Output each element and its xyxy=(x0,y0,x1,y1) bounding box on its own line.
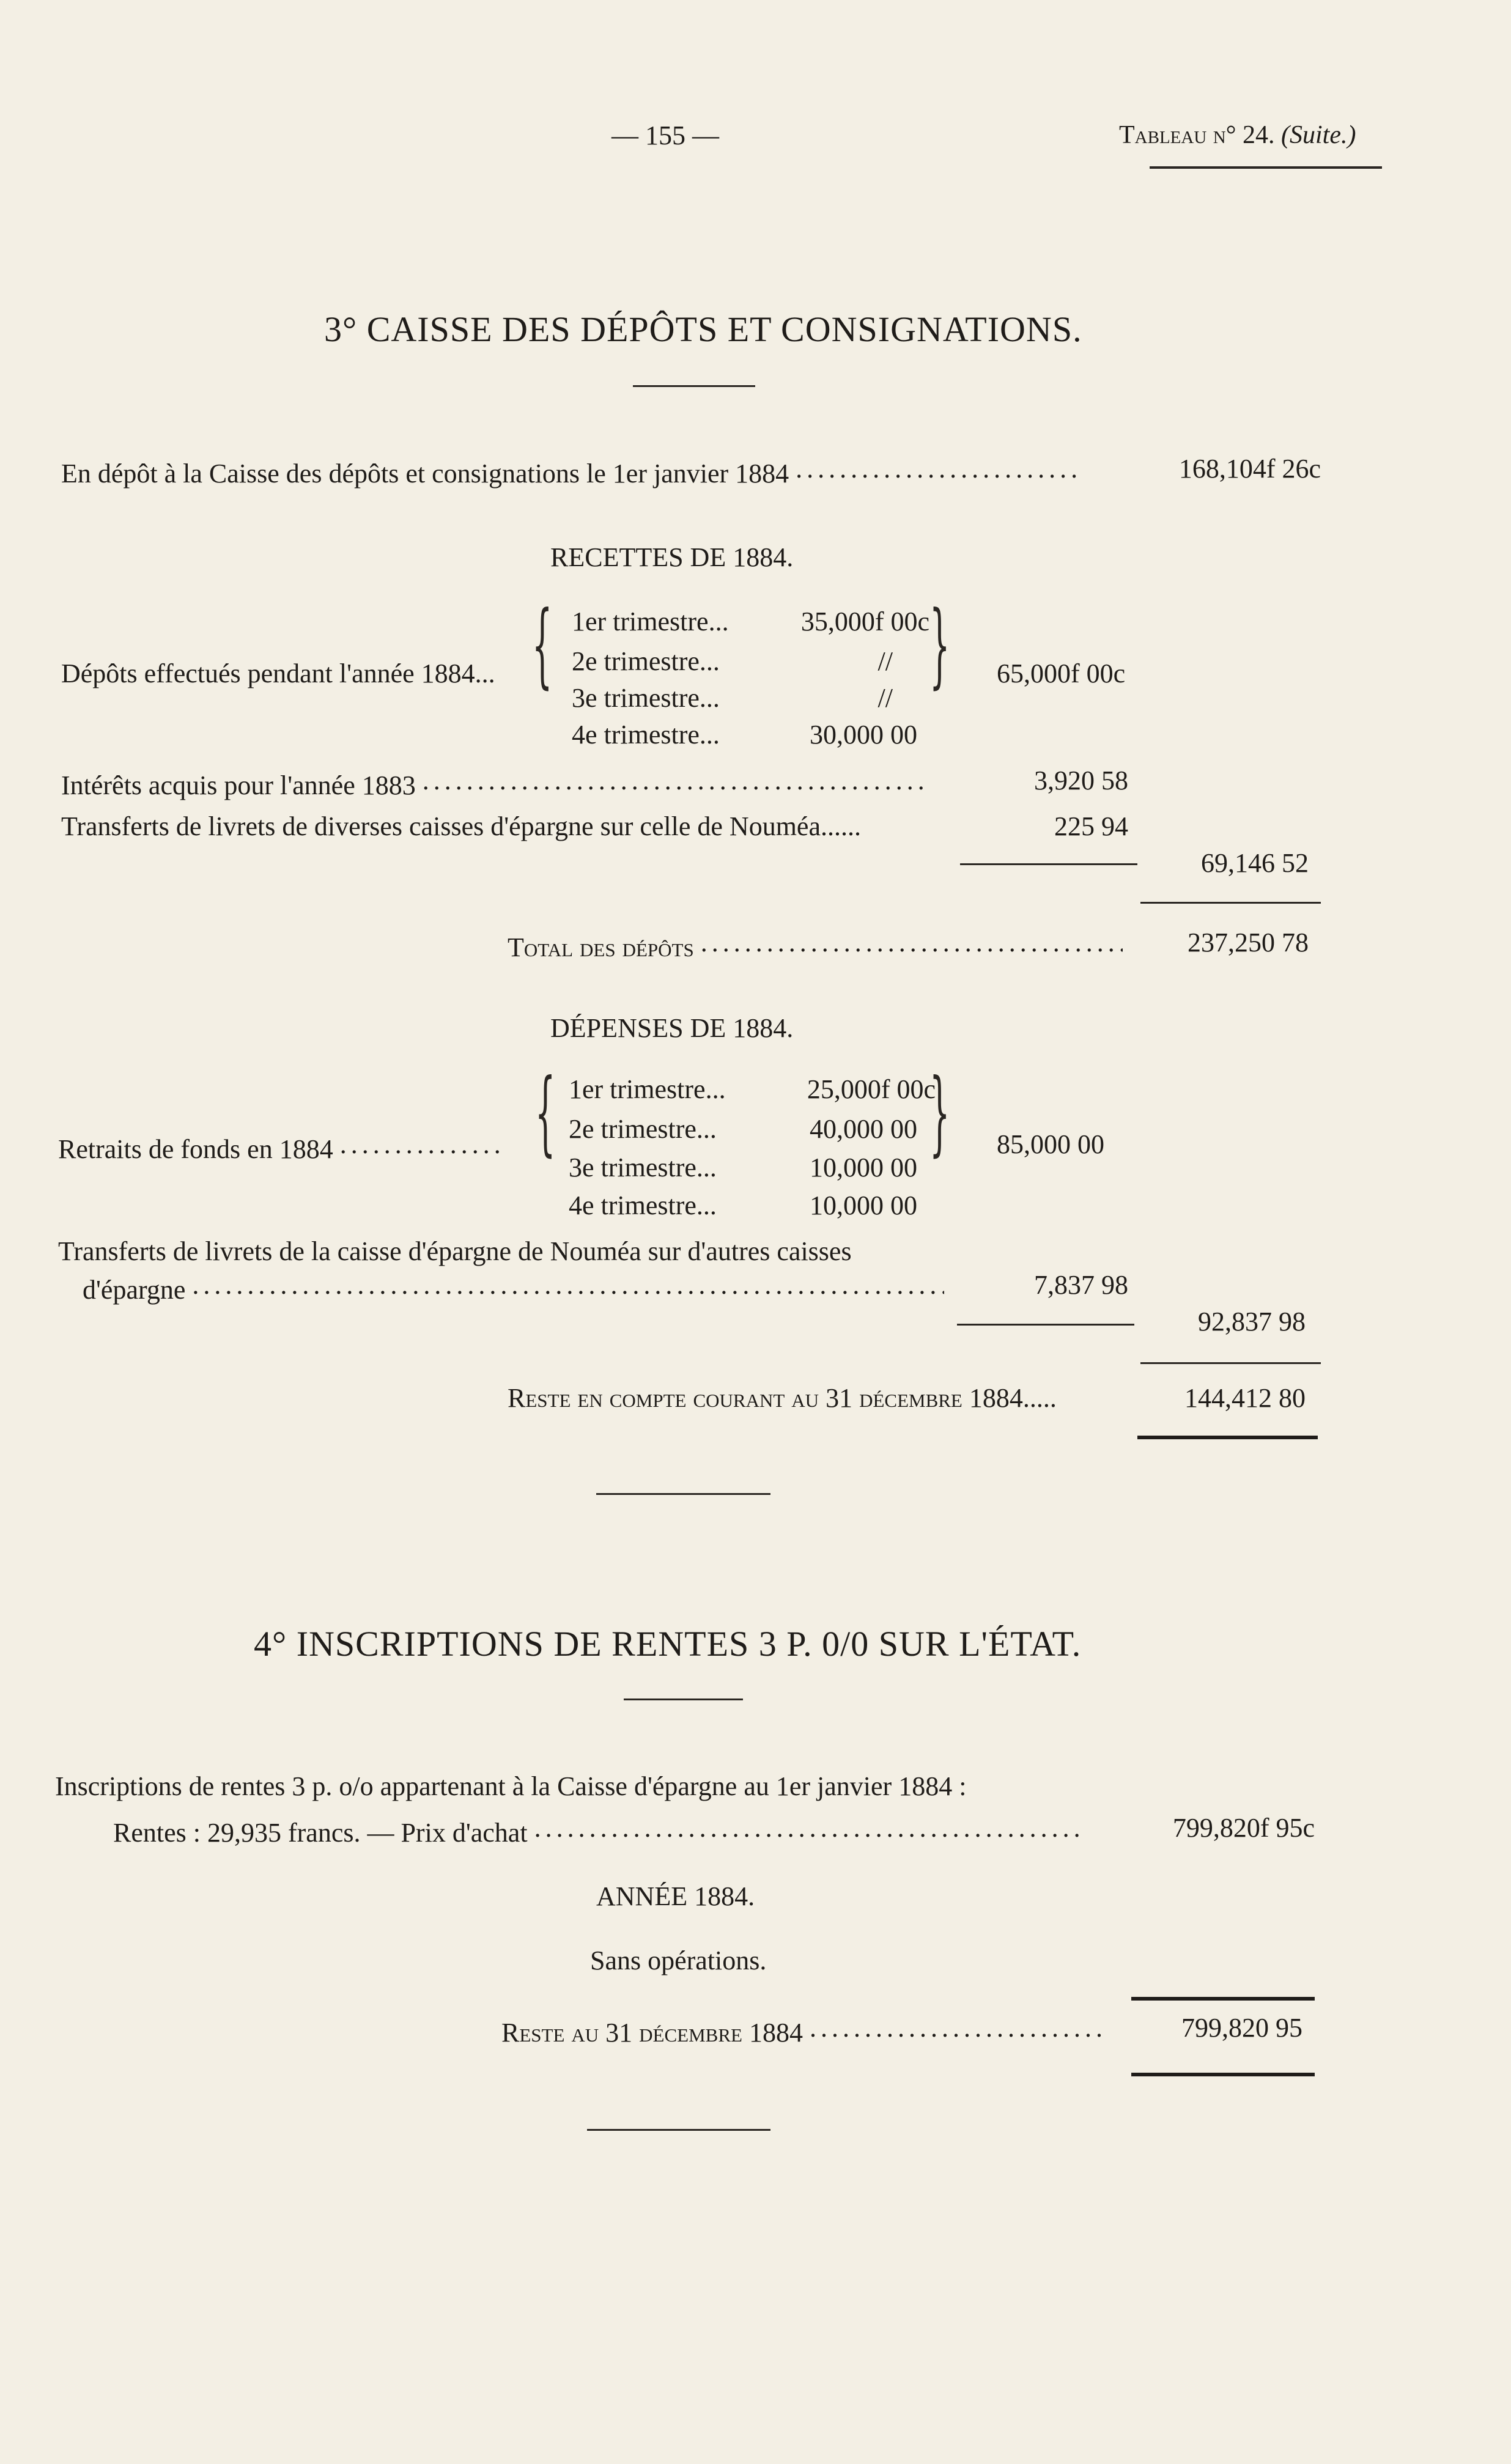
leader-dots xyxy=(810,2015,1103,2042)
table-ref-label: Tableau n° 24. xyxy=(1119,121,1275,149)
balance-label: Reste en compte courant au 31 décembre 1884..... xyxy=(508,1383,1057,1413)
balance-row xyxy=(508,1385,1057,1412)
deposit-quarter-2-label: 2e trimestre... xyxy=(572,646,720,676)
withdrawal-quarter-1-amount: 25,000f 00c xyxy=(807,1074,936,1104)
withdrawal-quarter-4-label: 4e trimestre... xyxy=(569,1190,717,1220)
receipts-total: 69,146 52 xyxy=(1201,848,1309,878)
balance-amount: 144,412 80 xyxy=(1184,1383,1306,1413)
withdrawals-row xyxy=(58,1131,499,1163)
section4-balance-label: Reste au 31 décembre 1884 xyxy=(501,2018,803,2048)
deposits-label: Dépôts effectués pendant l'année 1884... xyxy=(61,658,495,688)
withdrawal-quarter-2-label: 2e trimestre... xyxy=(569,1114,717,1144)
withdrawal-quarter-4-amount: 10,000 00 xyxy=(810,1190,917,1220)
opening-balance-row xyxy=(61,456,1143,487)
leader-dots xyxy=(796,456,1077,482)
section3-title: 3° CAISSE DES DÉPÔTS ET CONSIGNATIONS. xyxy=(324,309,1082,349)
table-reference xyxy=(1119,122,1356,148)
section-separator xyxy=(587,2129,770,2131)
transfers-in-label: Transferts de livrets de diverses caisses d'épargne sur celle de Nouméa...... xyxy=(61,811,861,841)
total-rule xyxy=(1140,1362,1321,1364)
section-separator xyxy=(596,1493,770,1495)
double-rule xyxy=(1131,1997,1315,2001)
right-brace: } xyxy=(929,592,950,698)
withdrawal-quarter-3-label: 3e trimestre... xyxy=(569,1153,717,1182)
deposit-quarter-4-label: 4e trimestre... xyxy=(572,720,720,750)
transfers-out-label-2: d'épargne xyxy=(83,1275,186,1305)
subtotal-rule xyxy=(957,1324,1134,1326)
rentes-amount: 799,820f 95c xyxy=(1172,1813,1315,1843)
deposit-quarter-3-label: 3e trimestre... xyxy=(572,683,720,713)
deposit-quarter-2-amount: // xyxy=(877,646,893,676)
total-rule xyxy=(1140,902,1321,904)
section4-title: 4° INSCRIPTIONS DE RENTES 3 P. 0/0 SUR L'ÉTAT. xyxy=(254,1624,1082,1664)
double-rule xyxy=(1137,1436,1318,1439)
no-operations: Sans opérations. xyxy=(590,1946,767,1975)
transfers-out-label-1: Transferts de livrets de la caisse d'épargne de Nouméa sur d'autres caisses xyxy=(58,1236,852,1266)
leader-dots xyxy=(340,1131,499,1158)
subtotal-rule xyxy=(960,863,1137,865)
interest-row xyxy=(61,767,924,799)
withdrawals-total: 85,000 00 xyxy=(997,1129,1104,1159)
transfers-out-row xyxy=(83,1272,944,1304)
leader-dots xyxy=(534,1815,1085,1842)
section4-balance-amount: 799,820 95 xyxy=(1181,2013,1302,2043)
transfers-in-amount: 225 94 xyxy=(1054,811,1128,841)
deposit-quarter-1-label: 1er trimestre... xyxy=(572,607,729,636)
withdrawal-quarter-1-label: 1er trimestre... xyxy=(569,1074,726,1104)
year-heading: ANNÉE 1884. xyxy=(596,1881,755,1911)
withdrawal-quarter-3-amount: 10,000 00 xyxy=(810,1153,917,1182)
section4-line2-row xyxy=(113,1815,1085,1846)
leader-dots xyxy=(701,929,1123,956)
double-rule xyxy=(1131,2073,1315,2076)
withdrawals-label: Retraits de fonds en 1884 xyxy=(58,1134,333,1164)
opening-amount: 168,104f 26c xyxy=(1178,454,1321,484)
deposit-quarter-1-amount: 35,000f 00c xyxy=(800,607,929,636)
section3-title-rule xyxy=(633,385,755,387)
table-suite: (Suite.) xyxy=(1281,121,1356,149)
page-number: — 155 — xyxy=(611,120,719,150)
header-rule xyxy=(1150,166,1382,169)
left-brace: { xyxy=(532,592,553,698)
section4-title-rule xyxy=(624,1699,743,1700)
receipts-heading: RECETTES DE 1884. xyxy=(550,542,794,572)
total-label: Total des dépôts xyxy=(508,932,694,962)
interest-label: Intérêts acquis pour l'année 1883 xyxy=(61,770,416,800)
right-brace: } xyxy=(929,1060,950,1166)
interest-amount: 3,920 58 xyxy=(1034,765,1128,795)
withdrawal-quarter-2-amount: 40,000 00 xyxy=(810,1114,917,1144)
expenses-heading: DÉPENSES DE 1884. xyxy=(550,1013,794,1043)
left-brace: { xyxy=(535,1060,556,1166)
opening-label: En dépôt à la Caisse des dépôts et consignations le 1er janvier 1884 xyxy=(61,459,789,489)
leader-dots xyxy=(192,1272,944,1299)
section4-balance-row xyxy=(501,2015,1103,2046)
deposit-quarter-3-amount: // xyxy=(877,683,893,713)
leader-dots xyxy=(423,767,924,794)
rentes-label: Rentes : 29,935 francs. — Prix d'achat xyxy=(113,1818,528,1848)
deposits-total: 65,000f 00c xyxy=(997,658,1126,688)
total-amount: 237,250 78 xyxy=(1188,928,1309,957)
expenses-total: 92,837 98 xyxy=(1198,1307,1306,1337)
transfers-out-amount: 7,837 98 xyxy=(1034,1270,1128,1300)
deposit-quarter-4-amount: 30,000 00 xyxy=(810,720,917,750)
total-deposits-row xyxy=(508,929,1123,961)
section4-line1: Inscriptions de rentes 3 p. o/o appartenant à la Caisse d'épargne au 1er janvier 1884 : xyxy=(55,1771,967,1801)
